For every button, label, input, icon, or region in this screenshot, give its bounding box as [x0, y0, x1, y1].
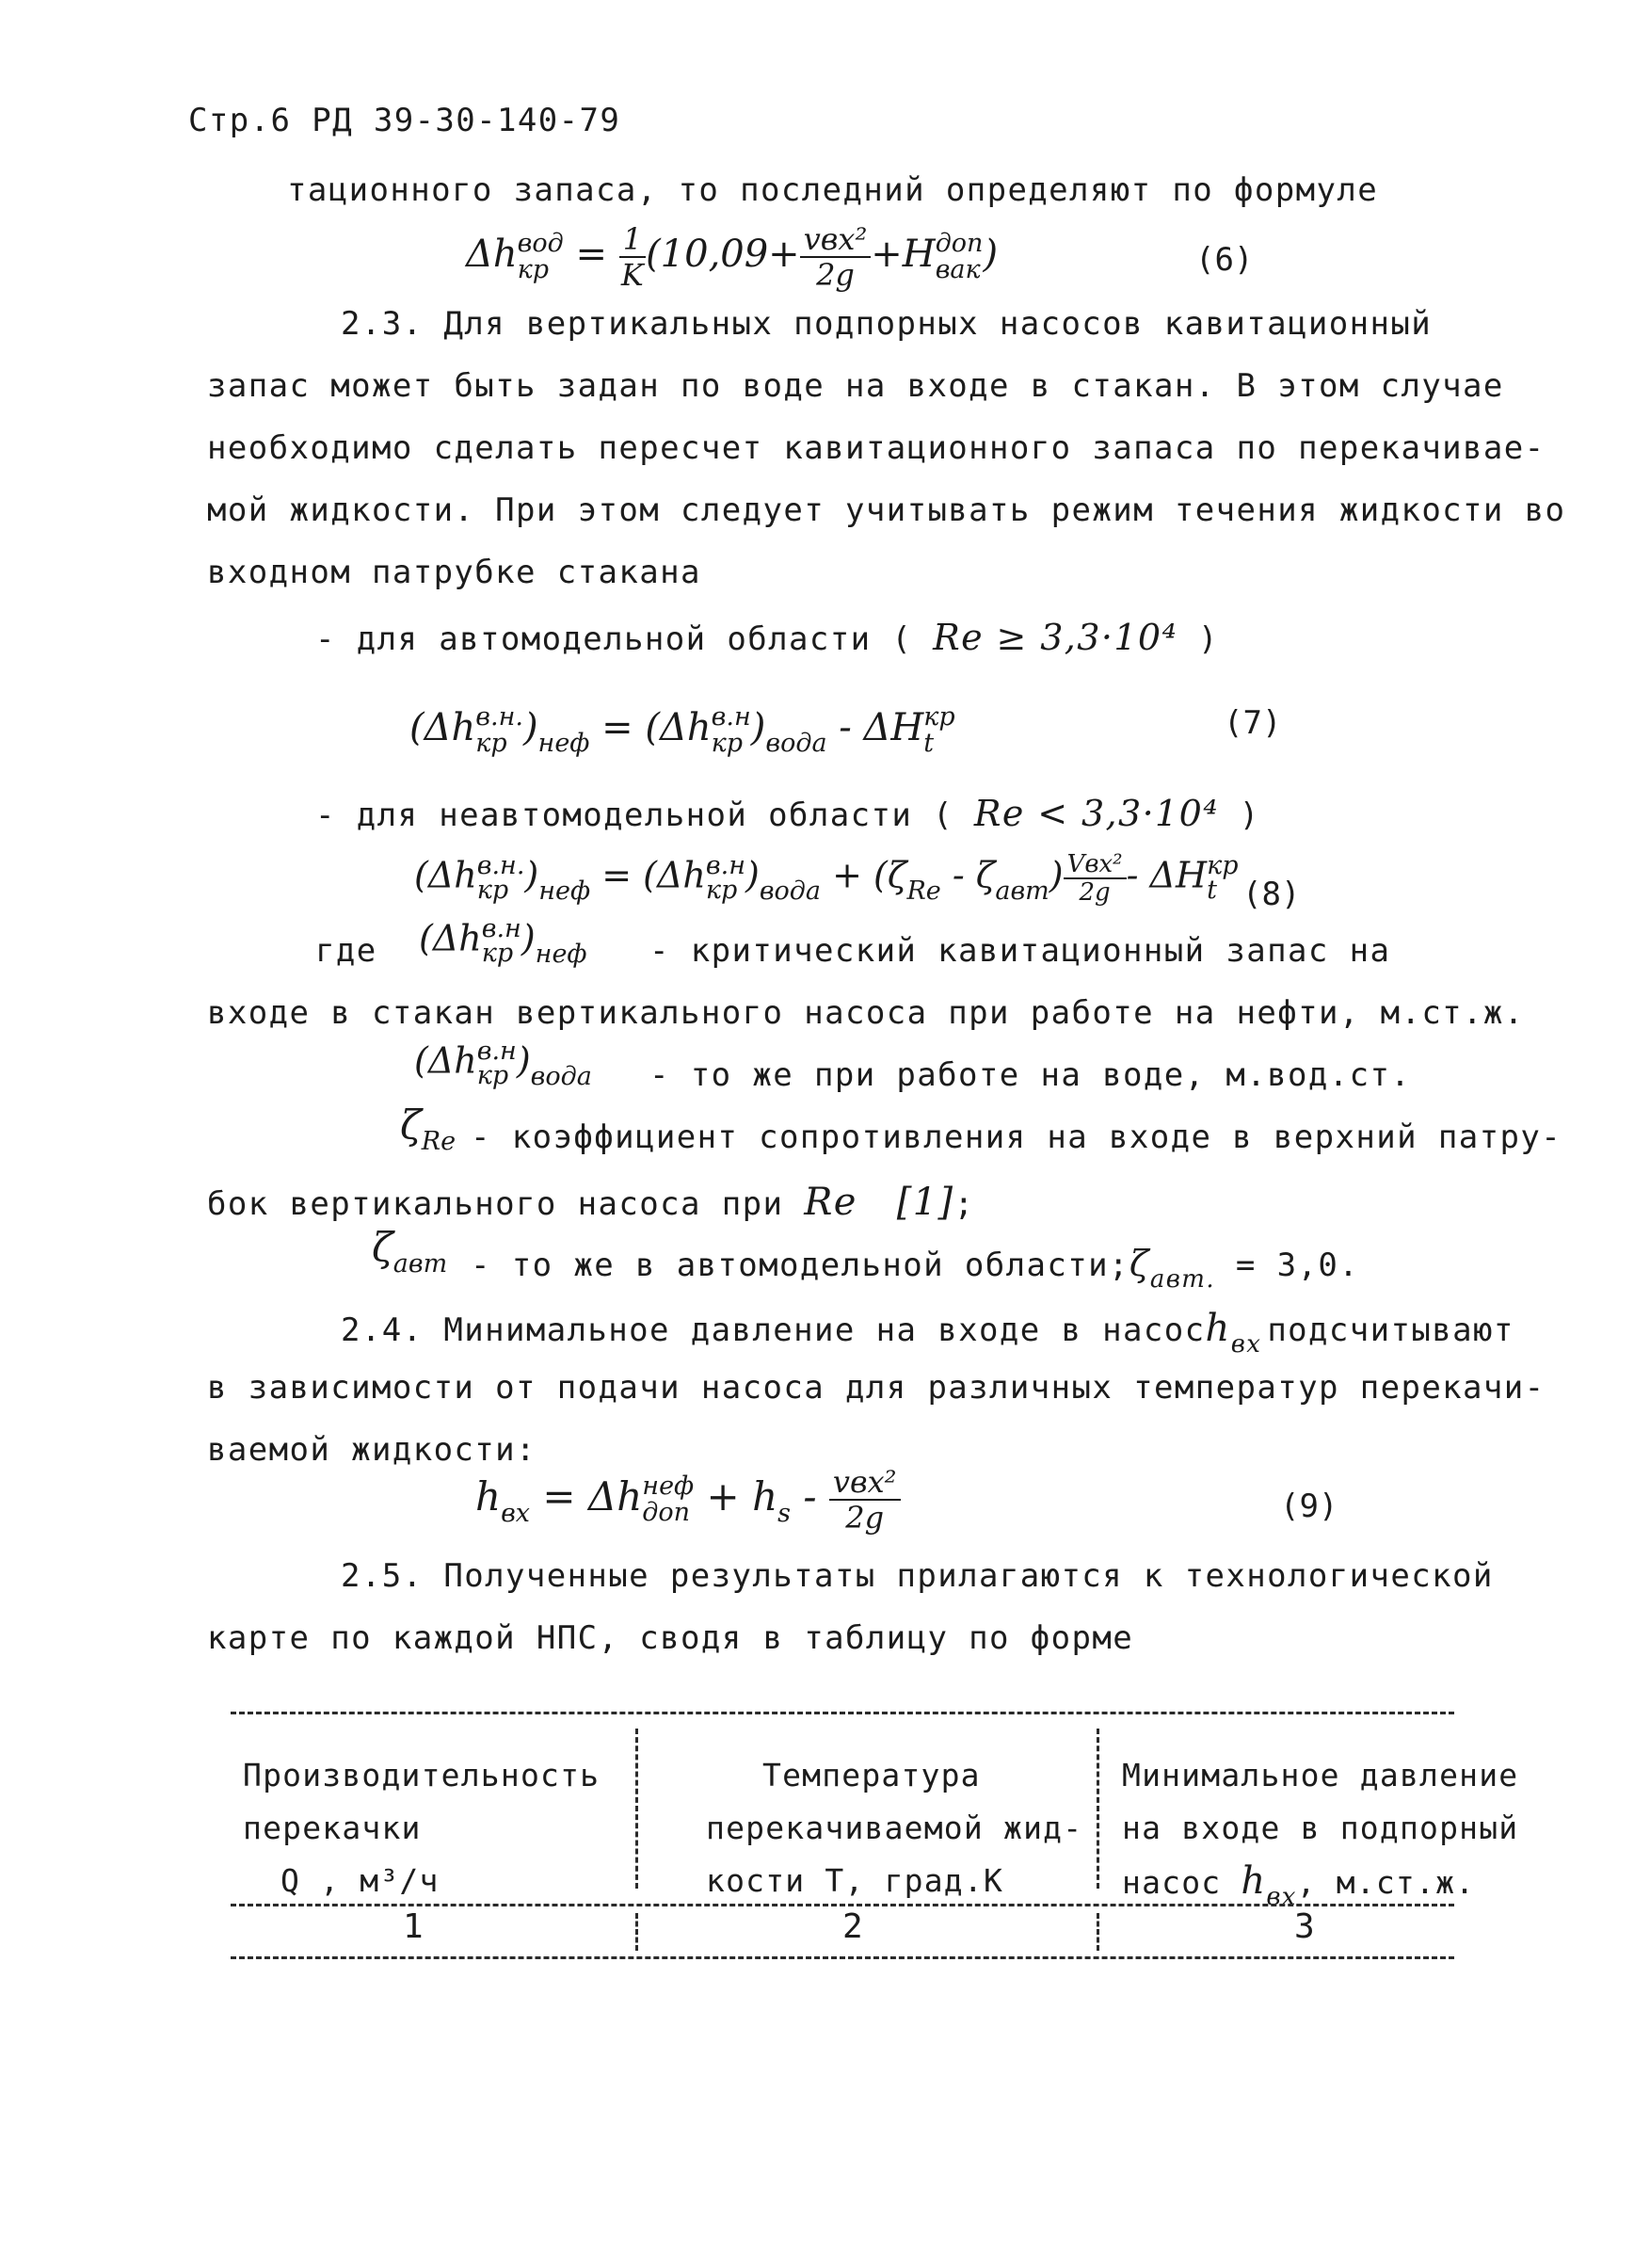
where-word: где — [315, 932, 377, 970]
definition-text: - критический кавитационный запас на — [649, 932, 1391, 970]
paragraph-line: необходимо сделать пересчет кавитационного запаса по перекачивае- — [207, 429, 1546, 467]
definition-text: - то же в автомодельной $области;\zeta_{авт.} = 3,0$. — [471, 1243, 1360, 1294]
definition-text: - коэффициент сопротивления на входе в верхний патру- — [471, 1118, 1562, 1156]
table-col-number: 3 — [1294, 1907, 1317, 1946]
table-col-number: 1 — [403, 1907, 425, 1946]
table-divider — [1097, 1729, 1099, 1889]
equation-number-9: (9) — [1280, 1488, 1338, 1525]
paragraph-line: 2.4. Минимальное давление на входе в насосh$_{вх}$ подсчитывают — [341, 1307, 1514, 1359]
page-header: Стр.6 РД 39-30-140-79 — [188, 102, 621, 139]
definition-text: входе в стакан вертикального насоса при работе на нефти, м.ст.ж. — [207, 994, 1525, 1032]
paragraph-line: входном патрубке стакана — [207, 554, 701, 591]
table-divider — [1097, 1913, 1099, 1951]
table-header-col2: Температура перекачиваемой жид- кости Т, град.К — [706, 1757, 1083, 1899]
symbol-zeta-re: $\zeta_{Re}$ — [400, 1102, 457, 1156]
table-rule — [231, 1956, 1454, 1959]
table-header-col1: Производительность перекачки Q , м³/ч — [243, 1757, 601, 1899]
definition-text: бок вертикального насоса при Re [1]; — [207, 1181, 975, 1224]
symbol-dh-water: (Δh в.н кр )$_{вода}$ — [414, 1037, 592, 1091]
table-header-col3: Минимальное давление на входе в подпорный насос $h_{вх}$, м.ст.ж. — [1122, 1757, 1519, 1911]
nonauto-region-line: - для неавтомодельной области ( Re < 3,3·10⁴ ) — [315, 793, 1260, 834]
formula-7: (Δh в.н. кр )$_{неф} = (\Delta h$ в.н кр )$_{вода}$ - ΔH кр t — [409, 702, 955, 758]
equation-number-7: (7) — [1224, 704, 1282, 742]
paragraph-line: мой жидкости. При этом следует учитывать режим течения жидкости во — [207, 491, 1566, 529]
table-col-number: 2 — [842, 1907, 865, 1946]
table-divider — [635, 1729, 638, 1889]
equation-number-6: (6) — [1195, 241, 1254, 279]
paragraph-line: запас может быть задан по воде на входе в стакан. В этом случае — [207, 367, 1504, 405]
symbol-zeta-auto: $\zeta_{авт}$ — [372, 1224, 448, 1279]
formula-9: $h_{вх} = \Delta h$ неф доп + $h_s$ - $\frac{\text{vвх²}}{2g}$ — [475, 1465, 901, 1535]
paragraph-line: 2.3. Для вертикальных подпорных насосов кавитационный — [341, 305, 1433, 343]
definition-text: - то же при работе на воде, м.вод.ст. — [649, 1056, 1412, 1094]
table-rule — [231, 1712, 1454, 1714]
paragraph-line: в зависимости от подачи насоса для различных температур перекачи- — [207, 1369, 1546, 1407]
formula-6: Δh вод кр = $\frac{1}{K}$ (10,09+ $\frac{\text{vвх²}}{2g}$ +H доп вак ) — [466, 221, 999, 293]
paragraph-line: карте по каждой НПС, сводя в таблицу по форме — [207, 1619, 1134, 1657]
paragraph-line: тационного запаса, то последний определяют по формуле — [287, 171, 1379, 209]
equation-number-8: (8) — [1242, 876, 1301, 913]
paragraph-line: 2.5. Полученные результаты прилагаются к технологической — [341, 1557, 1494, 1595]
formula-8: (Δh в.н. кр )$_{неф} = (\Delta h$ в.н кр )$_{вода} + (\zeta_{Re} - \zeta_{авт})$ $\frac{\text{Vвх²}}{2g}$ - ΔH кр t — [414, 850, 1239, 907]
table-rule — [231, 1904, 1454, 1906]
auto-region-line: - для автомодельной области ( Re ≥ 3,3·10⁴ ) — [315, 617, 1219, 658]
paragraph-line: ваемой жидкости: — [207, 1431, 537, 1469]
symbol-dh-oil: (Δh в.н кр )$_{неф}$ — [419, 914, 587, 969]
table-divider — [635, 1913, 638, 1951]
